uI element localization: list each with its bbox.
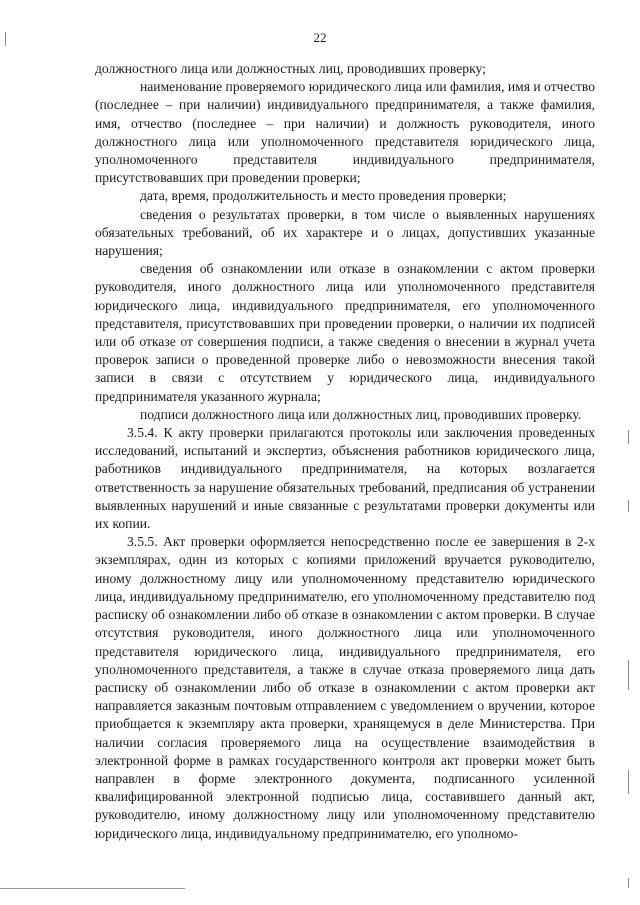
right-margin-mark-1 [628, 430, 629, 444]
paragraph-2: наименование проверяемого юридического лица или фамилия, имя и отчество (последнее – при наличии) индивидуального предпринимателя, а также фамилия, имя, отчество (последнее – при наличии) и должность руководителя, иного должностного лица или уполномоченного представителя юридического лица, уполномоченного представителя индивидуального предпринимателя, присутствовавших при проведении проверки; [95, 79, 595, 186]
paragraph-3: дата, время, продолжительность и место проведения проверки; [140, 188, 507, 204]
page-number: 22 [313, 30, 327, 45]
paragraph-1: должностного лица или должностных лиц, проводивших проверку; [95, 61, 486, 76]
left-margin-mark [5, 32, 6, 46]
paragraph-6: подписи должностного лица или должностных лиц, проводивших проверку. [140, 406, 582, 422]
footer-rule [0, 888, 185, 889]
right-margin-mark-5 [628, 878, 629, 888]
document-body [95, 60, 595, 843]
right-margin-mark-4 [628, 770, 629, 794]
right-margin-mark-3 [628, 660, 629, 690]
right-margin-mark-2 [628, 500, 629, 512]
paragraph-5: сведения об ознакомлении или отказе в ознакомлении с актом проверки руководителя, иного должностного лица или уполномоченного представителя юридического лица, индивидуального предпринимателя, его уполномоченного представителя, присутствовавших при проведении проверки, о наличии их подписей или об отказе от совершения подписи, а также сведения о внесении в журнал учета проверок записи о проведенной проверке либо о невозможности внесения такой записи в связи с отсутствием у юридического лица, индивидуального предпринимателя указанного журнала; [95, 261, 595, 404]
paragraph-8: 3.5.5. Акт проверки оформляется непосредственно после ее завершения в 2-х экземплярах, один из которых с копиями приложений вручается руководителю, иному должностному лицу или уполномоченному представителю юридического лица, индивидуальному предпринимателю, его уполномоченному представителю под расписку об ознакомлении либо об отказе в ознакомлении с актом проверки. В случае отсутствия руководителя, иного должностного лица или уполномоченного представителя юридического лица, индивидуального предпринимателя, его уполномоченного представителя, а также в случае отказа проверяемого лица дать расписку об ознакомлении либо об отказе в ознакомлении с актом проверки акт направляется заказным почтовым отправлением с уведомлением о вручении, которое приобщается к экземпляру акта проверки, хранящемуся в деле Министерства. При наличии согласия проверяемого лица на осуществление взаимодействия в электронной форме в рамках государственного контроля акт проверки может быть направлен в форме электронного документа, подписанного усиленной квалифицированной электронной подписью лица, составившего данный акт, руководителю, иному должностному лицу или уполномоченному представителю юридического лица, индивидуальному предпринимателю, его уполномо- [95, 534, 595, 841]
paragraph-7: 3.5.4. К акту проверки прилагаются протоколы или заключения проведенных исследований, испытаний и экспертиз, объяснения работников юридического лица, работников индивидуального предпринимателя, на которых возлагается ответственность за нарушение обязательных требований, предписания об устранении выявленных нарушений и иные связанные с результатами проверки документы или их копии. [95, 425, 595, 532]
paragraph-4: сведения о результатах проверки, в том числе о выявленных нарушениях обязательных требований, об их характере и о лицах, допустивших указанные нарушения; [95, 206, 595, 259]
